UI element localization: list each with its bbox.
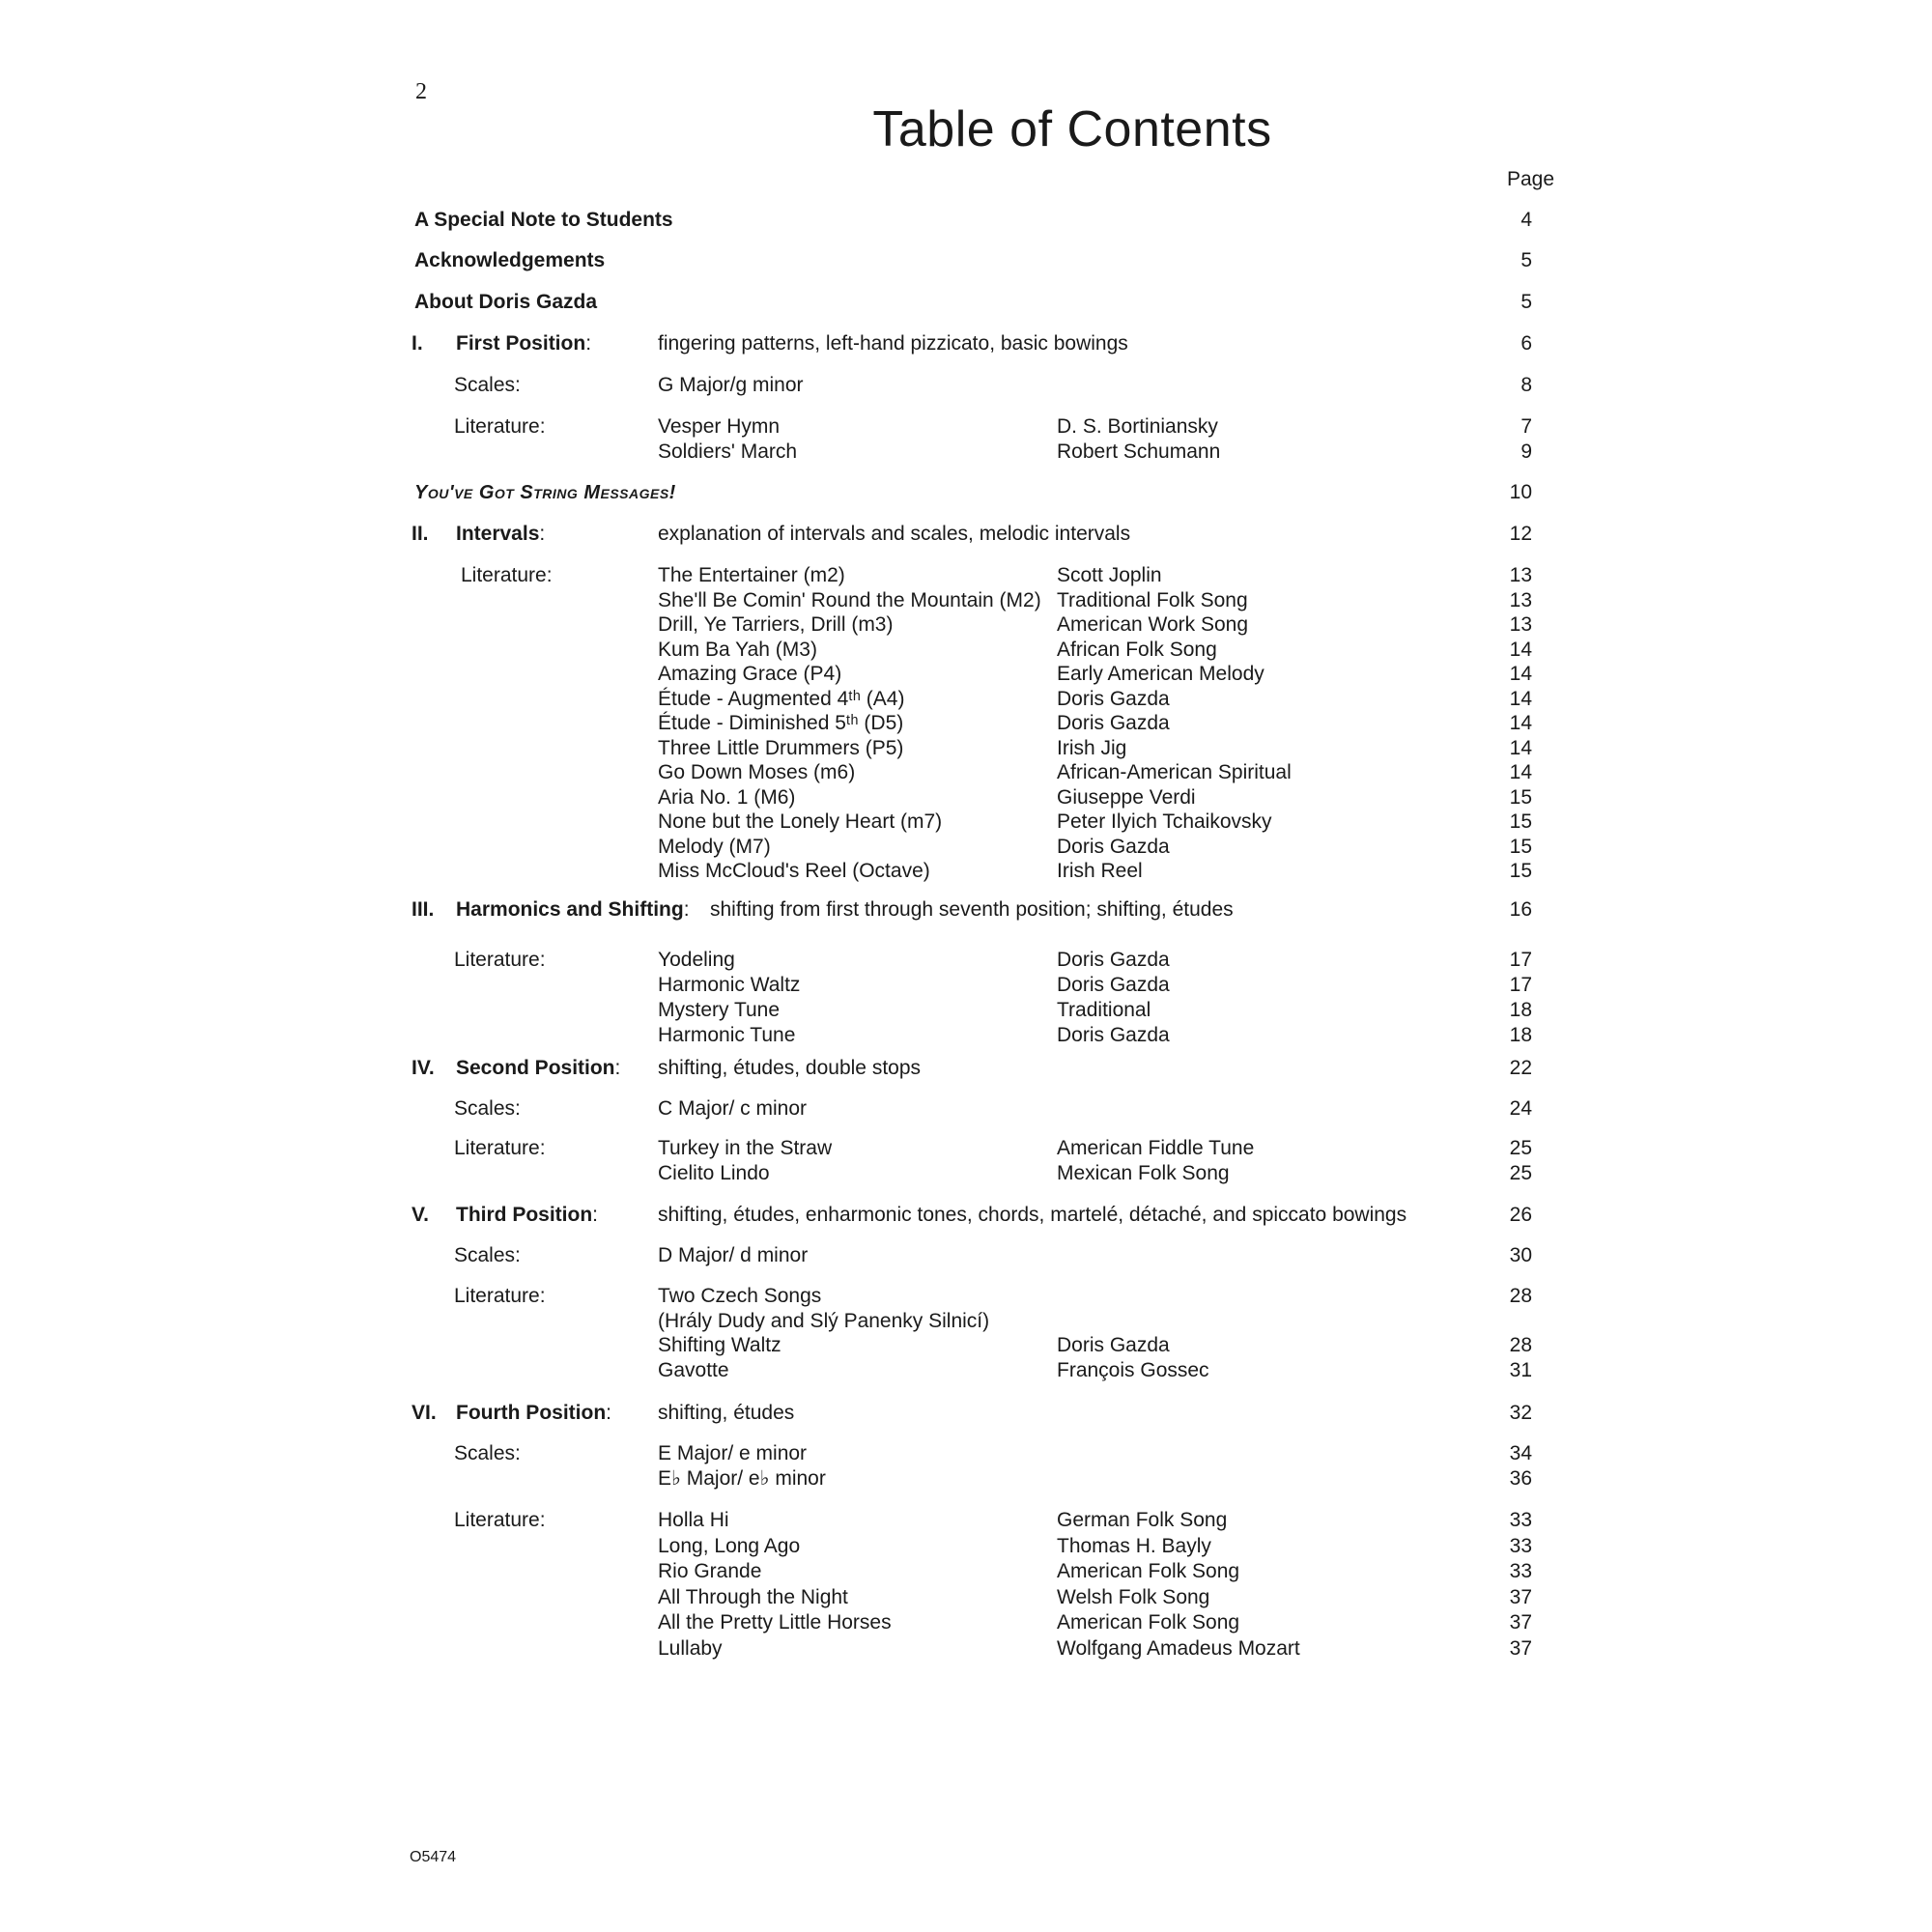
scales-label: Scales:	[454, 1097, 521, 1120]
literature-title: None but the Lonely Heart (m7)	[658, 810, 943, 833]
section-numeral: III.	[412, 898, 435, 921]
literature-row[interactable]	[0, 1559, 1932, 1584]
section-page: 6	[1520, 332, 1532, 355]
section-heading: First Position:	[456, 332, 592, 355]
literature-row[interactable]	[0, 563, 1932, 588]
literature-row[interactable]	[0, 414, 1932, 440]
section-page: 26	[1509, 1204, 1532, 1226]
section-heading-row[interactable]	[0, 897, 1932, 923]
toc-entry[interactable]	[0, 290, 1932, 315]
section-numeral: II.	[412, 523, 429, 545]
literature-composer: American Work Song	[1057, 613, 1249, 636]
literature-composer: Wolfgang Amadeus Mozart	[1057, 1636, 1300, 1660]
literature-row[interactable]	[0, 835, 1932, 860]
toc-entry-page: 5	[1520, 291, 1532, 313]
literature-composer: Doris Gazda	[1057, 1024, 1170, 1046]
toc-entry[interactable]	[0, 208, 1932, 233]
scale-title: E♭ Major/ e♭ minor	[658, 1467, 826, 1490]
literature-page: 7	[1520, 415, 1532, 438]
literature-composer: Welsh Folk Song	[1057, 1585, 1210, 1608]
literature-composer: Irish Jig	[1057, 736, 1127, 759]
literature-composer: Traditional	[1057, 999, 1151, 1021]
literature-row[interactable]	[0, 1534, 1932, 1559]
section-heading: Intervals:	[456, 523, 546, 545]
section-description: shifting, études, double stops	[658, 1057, 922, 1079]
section-heading: Harmonics and Shifting:	[456, 898, 690, 921]
literature-page: 33	[1509, 1509, 1532, 1531]
literature-row[interactable]	[0, 440, 1932, 465]
literature-title: Cielito Lindo	[658, 1161, 770, 1184]
scales-row[interactable]	[0, 1441, 1932, 1466]
literature-composer: Peter Ilyich Tchaikovsky	[1057, 810, 1272, 833]
literature-page: 18	[1509, 1024, 1532, 1046]
literature-page: 14	[1509, 687, 1532, 710]
scales-label: Scales:	[454, 1244, 521, 1266]
special-entry-title: You've Got String Messages!	[414, 482, 676, 503]
toc-entry-title: A Special Note to Students	[414, 209, 673, 231]
literature-row[interactable]	[0, 1358, 1932, 1383]
section-description: explanation of intervals and scales, melodic intervals	[658, 523, 1131, 545]
section-numeral: V.	[412, 1204, 429, 1226]
literature-page: 13	[1509, 588, 1532, 611]
literature-page: 13	[1509, 564, 1532, 586]
literature-composer: African Folk Song	[1057, 638, 1217, 661]
literature-page: 15	[1509, 785, 1532, 809]
literature-row[interactable]	[0, 998, 1932, 1023]
literature-row[interactable]	[0, 612, 1932, 638]
literature-page: 37	[1509, 1636, 1532, 1660]
literature-page: 33	[1509, 1560, 1532, 1582]
literature-composer: American Fiddle Tune	[1057, 1137, 1255, 1159]
literature-row[interactable]	[0, 736, 1932, 761]
literature-title: Kum Ba Yah (M3)	[658, 638, 817, 661]
literature-row[interactable]	[0, 588, 1932, 613]
section-heading: Second Position:	[456, 1057, 621, 1079]
literature-page: 25	[1509, 1137, 1532, 1159]
literature-page: 14	[1509, 712, 1532, 734]
literature-title: Étude - Diminished 5ᵗʰ (D5)	[658, 712, 904, 734]
literature-row[interactable]	[0, 785, 1932, 810]
toc-entry-page: 5	[1520, 249, 1532, 271]
literature-composer: Traditional Folk Song	[1057, 588, 1248, 611]
literature-title: Lullaby	[658, 1636, 723, 1660]
literature-title: Soldiers' March	[658, 440, 798, 463]
literature-row[interactable]	[0, 859, 1932, 884]
page-title: Table of Contents	[872, 101, 1272, 157]
scales-row[interactable]	[0, 1466, 1932, 1492]
section-page: 22	[1509, 1057, 1532, 1079]
literature-composer: Doris Gazda	[1057, 712, 1170, 734]
literature-title: Three Little Drummers (P5)	[658, 736, 904, 759]
literature-composer: American Folk Song	[1057, 1560, 1240, 1582]
literature-title: Harmonic Tune	[658, 1024, 796, 1046]
scales-label: Scales:	[454, 374, 521, 396]
literature-row[interactable]	[0, 973, 1932, 998]
section-description: shifting, études, enharmonic tones, chords, martelé, détaché, and spiccato bowings	[658, 1204, 1407, 1226]
literature-row[interactable]	[0, 1610, 1932, 1635]
scale-title: G Major/g minor	[658, 374, 804, 396]
special-entry-page: 10	[1509, 481, 1532, 503]
literature-composer: Irish Reel	[1057, 860, 1143, 882]
literature-title: Étude - Augmented 4ᵗʰ (A4)	[658, 687, 905, 710]
literature-page: 17	[1509, 974, 1532, 996]
scales-row[interactable]	[0, 373, 1932, 398]
literature-row[interactable]	[0, 687, 1932, 712]
section-page: 16	[1509, 898, 1532, 921]
literature-page: 37	[1509, 1585, 1532, 1608]
literature-title: All Through the Night	[658, 1585, 848, 1608]
literature-label: Literature:	[454, 1285, 546, 1307]
literature-title: Melody (M7)	[658, 835, 771, 858]
section-numeral: I.	[412, 332, 423, 355]
literature-row[interactable]	[0, 711, 1932, 736]
literature-composer: Giuseppe Verdi	[1057, 785, 1196, 809]
scale-page: 36	[1509, 1467, 1532, 1490]
literature-page: 9	[1520, 440, 1532, 463]
literature-title: Holla Hi	[658, 1509, 729, 1531]
literature-composer: Doris Gazda	[1057, 687, 1170, 710]
literature-page: 14	[1509, 761, 1532, 783]
literature-title: The Entertainer (m2)	[658, 564, 845, 586]
literature-title: Long, Long Ago	[658, 1534, 801, 1557]
section-heading-row[interactable]	[0, 522, 1932, 547]
literature-composer: Mexican Folk Song	[1057, 1161, 1230, 1184]
footer-code: O5474	[410, 1849, 457, 1865]
literature-title: Yodeling	[658, 949, 735, 971]
literature-title: Miss McCloud's Reel (Octave)	[658, 860, 930, 882]
literature-page: 17	[1509, 949, 1532, 971]
literature-composer: German Folk Song	[1057, 1509, 1228, 1531]
scale-page: 30	[1509, 1244, 1532, 1266]
scale-title: D Major/ d minor	[658, 1244, 809, 1266]
literature-title: Rio Grande	[658, 1560, 762, 1582]
literature-page: 31	[1509, 1358, 1532, 1381]
literature-title: Mystery Tune	[658, 999, 781, 1021]
toc-entry[interactable]	[0, 248, 1932, 273]
literature-page: 28	[1509, 1334, 1532, 1356]
literature-title: Shifting Waltz	[658, 1334, 781, 1356]
scale-title: C Major/ c minor	[658, 1097, 808, 1120]
literature-row[interactable]	[0, 1636, 1932, 1662]
literature-page: 15	[1509, 835, 1532, 858]
toc-entry-page: 4	[1520, 209, 1532, 231]
scales-label: Scales:	[454, 1442, 521, 1464]
literature-label: Literature:	[454, 415, 546, 438]
section-heading-row[interactable]	[0, 1401, 1932, 1426]
literature-composer: Thomas H. Bayly	[1057, 1534, 1211, 1557]
literature-composer: Doris Gazda	[1057, 835, 1170, 858]
literature-row[interactable]	[0, 760, 1932, 785]
literature-title: Gavotte	[658, 1358, 729, 1381]
section-numeral: VI.	[412, 1402, 437, 1424]
toc-entry-title: About Doris Gazda	[414, 291, 598, 313]
literature-composer: Doris Gazda	[1057, 974, 1170, 996]
literature-row[interactable]	[0, 1508, 1932, 1533]
literature-title: All the Pretty Little Horses	[658, 1611, 892, 1634]
page-number: 2	[415, 79, 427, 104]
scale-page: 34	[1509, 1442, 1532, 1464]
literature-page: 14	[1509, 638, 1532, 661]
section-description: shifting from first through seventh position; shifting, études	[710, 898, 1234, 921]
literature-composer: Robert Schumann	[1057, 440, 1221, 463]
literature-page: 14	[1509, 663, 1532, 685]
toc-entry-title: Acknowledgements	[414, 249, 606, 271]
literature-row[interactable]	[0, 948, 1932, 973]
literature-page: 33	[1509, 1534, 1532, 1557]
literature-label: Literature:	[461, 564, 553, 586]
literature-composer: D. S. Bortiniansky	[1057, 415, 1218, 438]
literature-title: Harmonic Waltz	[658, 974, 801, 996]
section-page: 32	[1509, 1402, 1532, 1424]
section-heading: Fourth Position:	[456, 1402, 611, 1424]
scales-row[interactable]	[0, 1243, 1932, 1268]
literature-label: Literature:	[454, 1137, 546, 1159]
literature-row[interactable]	[0, 1161, 1932, 1186]
literature-row[interactable]	[0, 1333, 1932, 1358]
literature-row[interactable]	[0, 638, 1932, 663]
literature-page: 37	[1509, 1611, 1532, 1634]
section-heading-row[interactable]	[0, 331, 1932, 356]
scales-row[interactable]	[0, 1096, 1932, 1122]
literature-title: She'll Be Comin' Round the Mountain (M2)	[658, 588, 1041, 611]
literature-title: Aria No. 1 (M6)	[658, 785, 796, 809]
literature-page: 15	[1509, 860, 1532, 882]
page-column-header: Page	[1507, 168, 1555, 190]
literature-composer: Doris Gazda	[1057, 949, 1170, 971]
literature-label: Literature:	[454, 949, 546, 971]
section-heading-row[interactable]	[0, 1203, 1932, 1228]
literature-row[interactable]	[0, 1585, 1932, 1610]
scale-page: 8	[1520, 374, 1532, 396]
section-description: fingering patterns, left-hand pizzicato, basic bowings	[658, 332, 1128, 355]
literature-page: 15	[1509, 810, 1532, 833]
scale-title: E Major/ e minor	[658, 1442, 808, 1464]
literature-row[interactable]	[0, 1023, 1932, 1048]
literature-title: (Hrály Dudy and Slý Panenky Silnicí)	[658, 1309, 990, 1332]
scale-page: 24	[1509, 1097, 1532, 1120]
literature-title: Two Czech Songs	[658, 1285, 822, 1307]
literature-title: Drill, Ye Tarriers, Drill (m3)	[658, 613, 894, 636]
literature-row[interactable]	[0, 1136, 1932, 1161]
literature-title: Vesper Hymn	[658, 415, 781, 438]
literature-page: 13	[1509, 613, 1532, 636]
literature-row[interactable]	[0, 1309, 1932, 1334]
literature-page: 18	[1509, 999, 1532, 1021]
section-page: 12	[1509, 523, 1532, 545]
section-numeral: IV.	[412, 1057, 435, 1079]
literature-page: 25	[1509, 1161, 1532, 1184]
literature-row[interactable]	[0, 1284, 1932, 1309]
literature-composer: African-American Spiritual	[1057, 761, 1292, 783]
literature-composer: American Folk Song	[1057, 1611, 1240, 1634]
literature-row[interactable]	[0, 662, 1932, 687]
literature-label: Literature:	[454, 1509, 546, 1531]
literature-title: Turkey in the Straw	[658, 1137, 833, 1159]
literature-title: Amazing Grace (P4)	[658, 663, 842, 685]
special-entry[interactable]	[0, 480, 1932, 505]
literature-composer: Early American Melody	[1057, 663, 1264, 685]
literature-title: Go Down Moses (m6)	[658, 761, 856, 783]
literature-row[interactable]	[0, 810, 1932, 835]
literature-composer: Doris Gazda	[1057, 1334, 1170, 1356]
section-description: shifting, études	[658, 1402, 795, 1424]
section-heading-row[interactable]	[0, 1056, 1932, 1081]
literature-page: 14	[1509, 736, 1532, 759]
section-heading: Third Position:	[456, 1204, 598, 1226]
literature-page: 28	[1509, 1285, 1532, 1307]
literature-composer: Scott Joplin	[1057, 564, 1162, 586]
literature-composer: François Gossec	[1057, 1358, 1209, 1381]
